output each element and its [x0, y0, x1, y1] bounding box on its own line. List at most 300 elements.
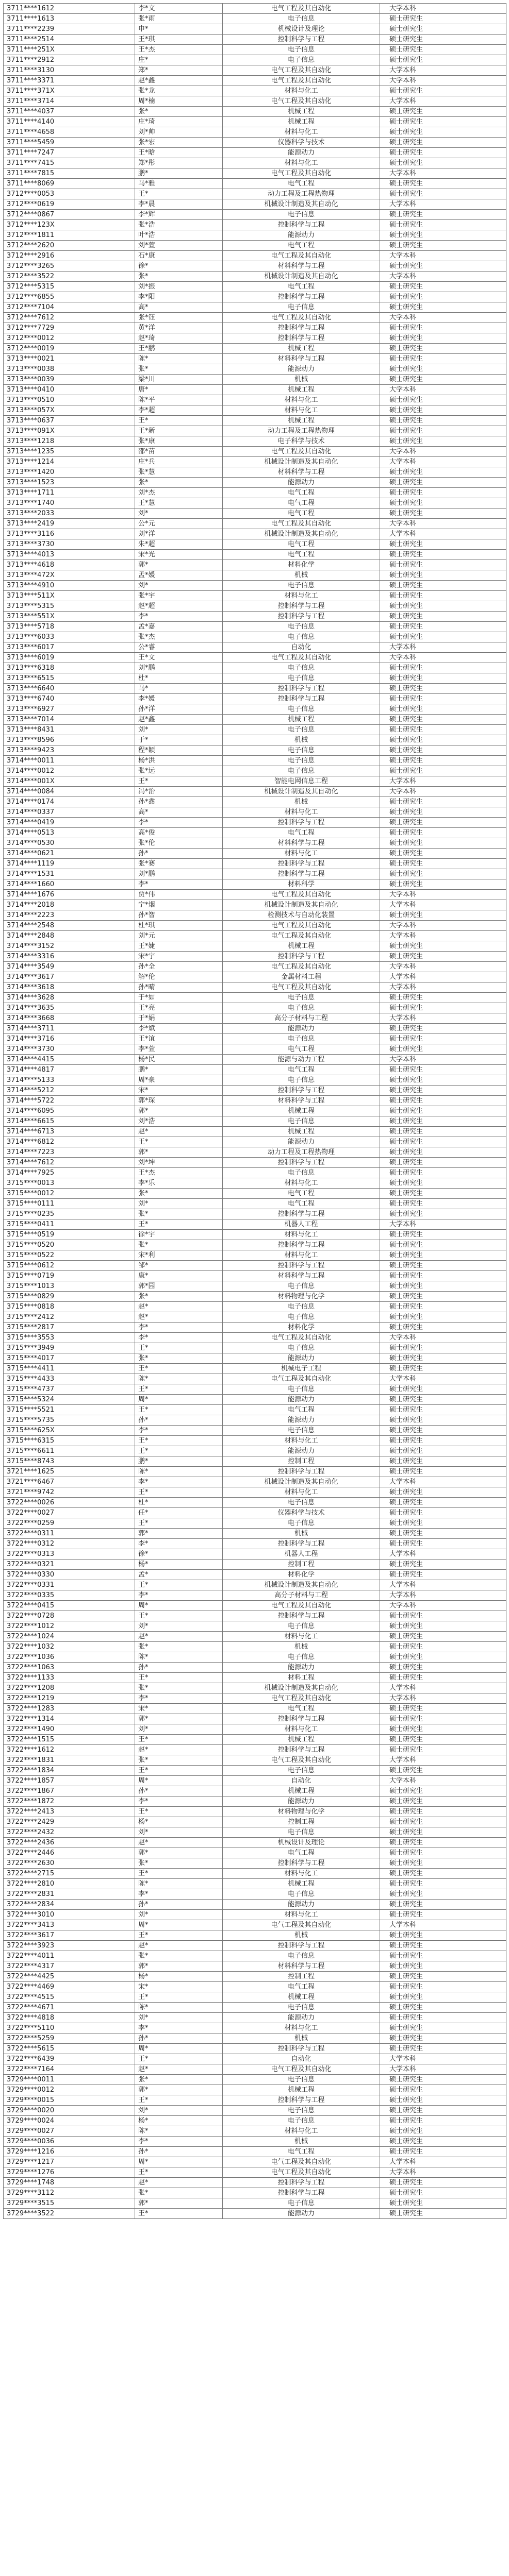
name-cell: 刘* — [135, 581, 223, 591]
degree-cell: 硕士研究生 — [380, 601, 506, 612]
table-row — [4, 168, 506, 179]
name-cell: 庄*琦 — [135, 117, 223, 127]
exam-id-cell: 3729****0036 — [4, 2137, 135, 2147]
exam-id-cell: 3713****3116 — [4, 529, 135, 539]
major-cell: 电气工程及其自动化 — [223, 168, 380, 179]
major-cell: 电子信息 — [223, 210, 380, 220]
name-cell: 周* — [135, 2157, 223, 2167]
degree-cell: 大学本科 — [380, 1590, 506, 1601]
name-cell: 孙* — [135, 1663, 223, 1673]
major-cell: 电子信息 — [223, 1518, 380, 1529]
degree-cell: 硕士研究生 — [380, 302, 506, 313]
table-row — [4, 1601, 506, 1611]
degree-cell: 大学本科 — [380, 251, 506, 261]
exam-id-cell: 3722****1834 — [4, 1766, 135, 1776]
table-row — [4, 2147, 506, 2157]
major-cell: 电气工程 — [223, 509, 380, 519]
degree-cell: 大学本科 — [380, 653, 506, 663]
table-row — [4, 323, 506, 333]
major-cell: 电子信息 — [223, 1652, 380, 1663]
degree-cell: 硕士研究生 — [380, 1281, 506, 1292]
degree-cell: 硕士研究生 — [380, 2013, 506, 2023]
degree-cell: 硕士研究生 — [380, 1704, 506, 1714]
major-cell: 电子信息 — [223, 45, 380, 55]
degree-cell: 硕士研究生 — [380, 1158, 506, 1168]
major-cell: 控制科学与工程 — [223, 333, 380, 344]
major-cell: 材料与化工 — [223, 1724, 380, 1735]
name-cell: 王*杰 — [135, 1168, 223, 1178]
name-cell: 郭* — [135, 1848, 223, 1858]
exam-id-cell: 3715****0522 — [4, 1250, 135, 1261]
degree-cell: 硕士研究生 — [380, 1838, 506, 1848]
exam-id-cell: 3711****3371 — [4, 76, 135, 86]
major-cell: 材料与化工 — [223, 1869, 380, 1879]
major-cell: 材料工程 — [223, 1673, 380, 1683]
exam-id-cell: 3722****1283 — [4, 1704, 135, 1714]
name-cell: 王* — [135, 1487, 223, 1498]
degree-cell: 硕士研究生 — [380, 1415, 506, 1426]
exam-id-cell: 3713****511X — [4, 591, 135, 601]
name-cell: 孟*嘉 — [135, 622, 223, 632]
exam-id-cell: 3712****0019 — [4, 344, 135, 354]
major-cell: 控制科学与工程 — [223, 601, 380, 612]
degree-cell: 大学本科 — [380, 1333, 506, 1343]
major-cell: 动力工程及工程热物理 — [223, 189, 380, 199]
exam-id-cell: 3721****9742 — [4, 1487, 135, 1498]
major-cell: 材料与化工 — [223, 2023, 380, 2033]
name-cell: 王*慧 — [135, 498, 223, 509]
exam-id-cell: 3722****1867 — [4, 1786, 135, 1797]
name-cell: 张*慧 — [135, 467, 223, 478]
name-cell: 张* — [135, 1209, 223, 1219]
name-cell: 陈* — [135, 2003, 223, 2013]
table-row — [4, 529, 506, 539]
table-row — [4, 1786, 506, 1797]
exam-id-cell: 3715****6611 — [4, 1446, 135, 1456]
major-cell: 电子信息 — [223, 1426, 380, 1436]
major-cell: 电气工程 — [223, 1044, 380, 1055]
exam-id-cell: 3713****1420 — [4, 467, 135, 478]
degree-cell: 硕士研究生 — [380, 1848, 506, 1858]
exam-id-cell: 3722****3413 — [4, 1920, 135, 1930]
major-cell: 电子信息 — [223, 632, 380, 642]
name-cell: 孙*鑫 — [135, 797, 223, 807]
name-cell: 王*亮 — [135, 1003, 223, 1013]
table-row — [4, 900, 506, 910]
table-row — [4, 1560, 506, 1570]
major-cell: 控制科学与工程 — [223, 952, 380, 962]
degree-cell: 大学本科 — [380, 1477, 506, 1487]
name-cell: 朱*超 — [135, 539, 223, 550]
name-cell: 于* — [135, 735, 223, 745]
name-cell: 刘*坤 — [135, 1158, 223, 1168]
exam-id-cell: 3715****4433 — [4, 1374, 135, 1384]
degree-cell: 硕士研究生 — [380, 797, 506, 807]
major-cell: 材料与化工 — [223, 1487, 380, 1498]
name-cell: 孙* — [135, 849, 223, 859]
exam-id-cell: 3715****3553 — [4, 1333, 135, 1343]
table-row — [4, 612, 506, 622]
table-row — [4, 1127, 506, 1137]
name-cell: 李* — [135, 1539, 223, 1549]
name-cell: 公*元 — [135, 519, 223, 529]
exam-id-cell: 3714****2848 — [4, 931, 135, 941]
name-cell: 王* — [135, 1219, 223, 1230]
name-cell: 高*俊 — [135, 828, 223, 838]
major-cell: 机械工程 — [223, 385, 380, 395]
table-row — [4, 1920, 506, 1930]
major-cell: 电气工程及其自动化 — [223, 76, 380, 86]
exam-id-cell: 3713****6927 — [4, 704, 135, 715]
major-cell: 机械设计制造及其自动化 — [223, 199, 380, 210]
exam-id-cell: 3722****1612 — [4, 1745, 135, 1755]
table-row — [4, 2116, 506, 2126]
degree-cell: 硕士研究生 — [380, 756, 506, 766]
table-row — [4, 1240, 506, 1250]
name-cell: 周* — [135, 2044, 223, 2054]
name-cell: 鹏* — [135, 1065, 223, 1075]
name-cell: 李* — [135, 1333, 223, 1343]
name-cell: 孙*晴 — [135, 982, 223, 993]
table-row — [4, 869, 506, 879]
table-row — [4, 498, 506, 509]
name-cell: 刘* — [135, 2106, 223, 2116]
exam-id-cell: 3722****1831 — [4, 1755, 135, 1766]
table-row — [4, 220, 506, 230]
exam-id-cell: 3713****1711 — [4, 488, 135, 498]
exam-id-cell: 3714****5722 — [4, 1096, 135, 1106]
table-row — [4, 261, 506, 272]
exam-id-cell: 3713****2033 — [4, 509, 135, 519]
table-row — [4, 2137, 506, 2147]
major-cell: 材料化学 — [223, 560, 380, 570]
table-row — [4, 1487, 506, 1498]
name-cell: 刘* — [135, 1199, 223, 1209]
degree-cell: 硕士研究生 — [380, 45, 506, 55]
major-cell: 电气工程 — [223, 488, 380, 498]
major-cell: 电气工程及其自动化 — [223, 2064, 380, 2075]
exam-id-cell: 3715****4411 — [4, 1364, 135, 1374]
table-row — [4, 1724, 506, 1735]
table-row — [4, 2023, 506, 2033]
degree-cell: 硕士研究生 — [380, 1446, 506, 1456]
table-row — [4, 447, 506, 457]
degree-cell: 硕士研究生 — [380, 1766, 506, 1776]
degree-cell: 大学本科 — [380, 890, 506, 900]
name-cell: 刘*鹏 — [135, 663, 223, 673]
exam-id-cell: 3714****1531 — [4, 869, 135, 879]
major-cell: 机械 — [223, 375, 380, 385]
degree-cell: 硕士研究生 — [380, 333, 506, 344]
exam-id-cell: 3715****0818 — [4, 1302, 135, 1312]
exam-id-cell: 3714****1676 — [4, 890, 135, 900]
exam-id-cell: 3715****0519 — [4, 1230, 135, 1240]
major-cell: 能源动力 — [223, 478, 380, 488]
exam-id-cell: 3715****5735 — [4, 1415, 135, 1426]
table-row — [4, 694, 506, 704]
degree-cell: 硕士研究生 — [380, 941, 506, 952]
name-cell: 张*杰 — [135, 632, 223, 642]
degree-cell: 硕士研究生 — [380, 1343, 506, 1353]
name-cell: 叶*浩 — [135, 230, 223, 241]
name-cell: 王*晗 — [135, 148, 223, 158]
major-cell: 材料与化工 — [223, 158, 380, 168]
table-row — [4, 509, 506, 519]
major-cell: 材料物理与化学 — [223, 1292, 380, 1302]
major-cell: 电子信息 — [223, 1343, 380, 1353]
exam-id-cell: 3713****6740 — [4, 694, 135, 704]
major-cell: 电子信息 — [223, 1034, 380, 1044]
major-cell: 自动化 — [223, 1776, 380, 1786]
exam-id-cell: 3722****1490 — [4, 1724, 135, 1735]
degree-cell: 硕士研究生 — [380, 1621, 506, 1632]
exam-id-cell: 3711****4658 — [4, 127, 135, 138]
degree-cell: 大学本科 — [380, 76, 506, 86]
name-cell: 赵* — [135, 1941, 223, 1951]
major-cell: 机械工程 — [223, 1879, 380, 1889]
name-cell: 李*阳 — [135, 292, 223, 302]
name-cell: 张* — [135, 1951, 223, 1961]
name-cell: 陈* — [135, 2126, 223, 2137]
degree-cell: 硕士研究生 — [380, 1116, 506, 1127]
exam-id-cell: 3713****0510 — [4, 395, 135, 405]
name-cell: 任* — [135, 1508, 223, 1518]
exam-id-cell: 3722****4317 — [4, 1961, 135, 1972]
major-cell: 电子信息 — [223, 302, 380, 313]
table-row — [4, 1034, 506, 1044]
table-row — [4, 364, 506, 375]
exam-id-cell: 3711****7415 — [4, 158, 135, 168]
major-cell: 机器人工程 — [223, 1219, 380, 1230]
exam-id-cell: 3711****4037 — [4, 107, 135, 117]
degree-cell: 硕士研究生 — [380, 1209, 506, 1219]
exam-id-cell: 3714****1660 — [4, 879, 135, 890]
major-cell: 控制科学与工程 — [223, 859, 380, 869]
name-cell: 庄* — [135, 55, 223, 65]
table-row — [4, 385, 506, 395]
major-cell: 机械设计制造及其自动化 — [223, 529, 380, 539]
degree-cell: 硕士研究生 — [380, 1673, 506, 1683]
exam-id-cell: 3714****5133 — [4, 1075, 135, 1086]
name-cell: 李* — [135, 818, 223, 828]
table-row — [4, 2013, 506, 2023]
degree-cell: 大学本科 — [380, 1920, 506, 1930]
major-cell: 电气工程 — [223, 1982, 380, 1992]
name-cell: 刘*元 — [135, 931, 223, 941]
table-row — [4, 962, 506, 972]
exam-id-cell: 3711****2514 — [4, 35, 135, 45]
exam-id-cell: 3713****2419 — [4, 519, 135, 529]
exam-id-cell: 3713****4910 — [4, 581, 135, 591]
major-cell: 能源动力 — [223, 230, 380, 241]
table-row — [4, 86, 506, 96]
major-cell: 材料与化工 — [223, 1230, 380, 1240]
degree-cell: 硕士研究生 — [380, 859, 506, 869]
table-row — [4, 395, 506, 405]
name-cell: 刘* — [135, 509, 223, 519]
candidate-list-table — [3, 3, 506, 2219]
name-cell: 王* — [135, 1137, 223, 1147]
degree-cell: 硕士研究生 — [380, 138, 506, 148]
name-cell: 杜*琪 — [135, 921, 223, 931]
table-row — [4, 1529, 506, 1539]
degree-cell: 硕士研究生 — [380, 1735, 506, 1745]
degree-cell: 硕士研究生 — [380, 1086, 506, 1096]
degree-cell: 硕士研究生 — [380, 117, 506, 127]
major-cell: 能源动力 — [223, 1797, 380, 1807]
table-row — [4, 138, 506, 148]
exam-id-cell: 3715****0012 — [4, 1189, 135, 1199]
name-cell: 于*娟 — [135, 1013, 223, 1024]
exam-id-cell: 3722****0331 — [4, 1580, 135, 1590]
name-cell: 陈* — [135, 1879, 223, 1889]
degree-cell: 大学本科 — [380, 776, 506, 787]
degree-cell: 硕士研究生 — [380, 292, 506, 302]
name-cell: 王* — [135, 2209, 223, 2219]
degree-cell: 硕士研究生 — [380, 2033, 506, 2044]
exam-id-cell: 3712****3522 — [4, 272, 135, 282]
name-cell: 李* — [135, 2137, 223, 2147]
major-cell: 材料科学 — [223, 879, 380, 890]
major-cell: 控制科学与工程 — [223, 869, 380, 879]
major-cell: 电气工程及其自动化 — [223, 2157, 380, 2167]
exam-id-cell: 3711****2239 — [4, 24, 135, 35]
exam-id-cell: 3712****123X — [4, 220, 135, 230]
name-cell: 孟*媛 — [135, 570, 223, 581]
major-cell: 材料科学与工程 — [223, 838, 380, 849]
exam-id-cell: 3722****1024 — [4, 1632, 135, 1642]
table-row — [4, 1147, 506, 1158]
name-cell: 王* — [135, 2054, 223, 2064]
table-row — [4, 1498, 506, 1508]
table-row — [4, 807, 506, 818]
major-cell: 机械设计及理论 — [223, 1838, 380, 1848]
exam-id-cell: 3722****1133 — [4, 1673, 135, 1683]
exam-id-cell: 3713****4618 — [4, 560, 135, 570]
table-row — [4, 849, 506, 859]
major-cell: 电子信息 — [223, 766, 380, 776]
name-cell: 公*睿 — [135, 642, 223, 653]
major-cell: 电气工程 — [223, 1405, 380, 1415]
table-row — [4, 725, 506, 735]
name-cell: 赵* — [135, 1632, 223, 1642]
exam-id-cell: 3714****1119 — [4, 859, 135, 869]
major-cell: 机械工程 — [223, 416, 380, 426]
table-row — [4, 1292, 506, 1302]
major-cell: 控制科学与工程 — [223, 1941, 380, 1951]
degree-cell: 硕士研究生 — [380, 1395, 506, 1405]
degree-cell: 硕士研究生 — [380, 1405, 506, 1415]
degree-cell: 硕士研究生 — [380, 189, 506, 199]
exam-id-cell: 3714****6615 — [4, 1116, 135, 1127]
exam-id-cell: 3714****4817 — [4, 1065, 135, 1075]
name-cell: 孙* — [135, 1900, 223, 1910]
table-row — [4, 1250, 506, 1261]
name-cell: 张*赛 — [135, 859, 223, 869]
degree-cell: 硕士研究生 — [380, 807, 506, 818]
major-cell: 机械设计制造及其自动化 — [223, 1580, 380, 1590]
name-cell: 邹* — [135, 1261, 223, 1271]
degree-cell: 硕士研究生 — [380, 230, 506, 241]
name-cell: 周* — [135, 1395, 223, 1405]
degree-cell: 大学本科 — [380, 1055, 506, 1065]
table-row — [4, 1281, 506, 1292]
exam-id-cell: 3722****0415 — [4, 1601, 135, 1611]
name-cell: 程*颖 — [135, 745, 223, 756]
major-cell: 电气工程 — [223, 1199, 380, 1209]
table-row — [4, 818, 506, 828]
degree-cell: 大学本科 — [380, 168, 506, 179]
major-cell: 机械工程 — [223, 1106, 380, 1116]
table-row — [4, 1446, 506, 1456]
name-cell: 王* — [135, 1405, 223, 1415]
table-row — [4, 1817, 506, 1827]
major-cell: 电子信息 — [223, 1384, 380, 1395]
degree-cell: 大学本科 — [380, 982, 506, 993]
table-row — [4, 539, 506, 550]
table-row — [4, 1827, 506, 1838]
name-cell: 刘* — [135, 1724, 223, 1735]
major-cell: 能源动力 — [223, 1395, 380, 1405]
table-row — [4, 1384, 506, 1395]
table-row — [4, 653, 506, 663]
degree-cell: 硕士研究生 — [380, 107, 506, 117]
degree-cell: 硕士研究生 — [380, 2178, 506, 2188]
name-cell: 李* — [135, 1797, 223, 1807]
major-cell: 控制工程 — [223, 1456, 380, 1467]
table-row — [4, 2044, 506, 2054]
name-cell: 孟* — [135, 1570, 223, 1580]
major-cell: 电子信息 — [223, 663, 380, 673]
table-row — [4, 879, 506, 890]
exam-id-cell: 3713****0410 — [4, 385, 135, 395]
degree-cell: 硕士研究生 — [380, 498, 506, 509]
table-row — [4, 4, 506, 14]
major-cell: 电气工程 — [223, 550, 380, 560]
exam-id-cell: 3722****2630 — [4, 1858, 135, 1869]
major-cell: 电子信息 — [223, 2106, 380, 2116]
table-row — [4, 1333, 506, 1343]
degree-cell: 硕士研究生 — [380, 591, 506, 601]
table-row — [4, 1405, 506, 1415]
exam-id-cell: 3729****3515 — [4, 2198, 135, 2209]
name-cell: 刘*杰 — [135, 488, 223, 498]
exam-id-cell: 3713****0039 — [4, 375, 135, 385]
name-cell: 张* — [135, 1240, 223, 1250]
exam-id-cell: 3729****3522 — [4, 2209, 135, 2219]
exam-id-cell: 3722****0312 — [4, 1539, 135, 1549]
major-cell: 控制科学与工程 — [223, 1467, 380, 1477]
major-cell: 机械工程 — [223, 1992, 380, 2003]
name-cell: 张* — [135, 1642, 223, 1652]
degree-cell: 硕士研究生 — [380, 426, 506, 436]
table-row — [4, 1848, 506, 1858]
major-cell: 材料与化工 — [223, 1436, 380, 1446]
name-cell: 赵*超 — [135, 601, 223, 612]
degree-cell: 硕士研究生 — [380, 2106, 506, 2116]
degree-cell: 硕士研究生 — [380, 1106, 506, 1116]
exam-id-cell: 3729****3112 — [4, 2188, 135, 2198]
degree-cell: 大学本科 — [380, 447, 506, 457]
degree-cell: 大学本科 — [380, 529, 506, 539]
exam-id-cell: 3712****7612 — [4, 313, 135, 323]
exam-id-cell: 3715****3949 — [4, 1343, 135, 1353]
major-cell: 电子信息 — [223, 1116, 380, 1127]
name-cell: 李*乐 — [135, 1178, 223, 1189]
major-cell: 电气工程 — [223, 1848, 380, 1858]
exam-id-cell: 3714****0084 — [4, 787, 135, 797]
major-cell: 能源与动力工程 — [223, 1055, 380, 1065]
